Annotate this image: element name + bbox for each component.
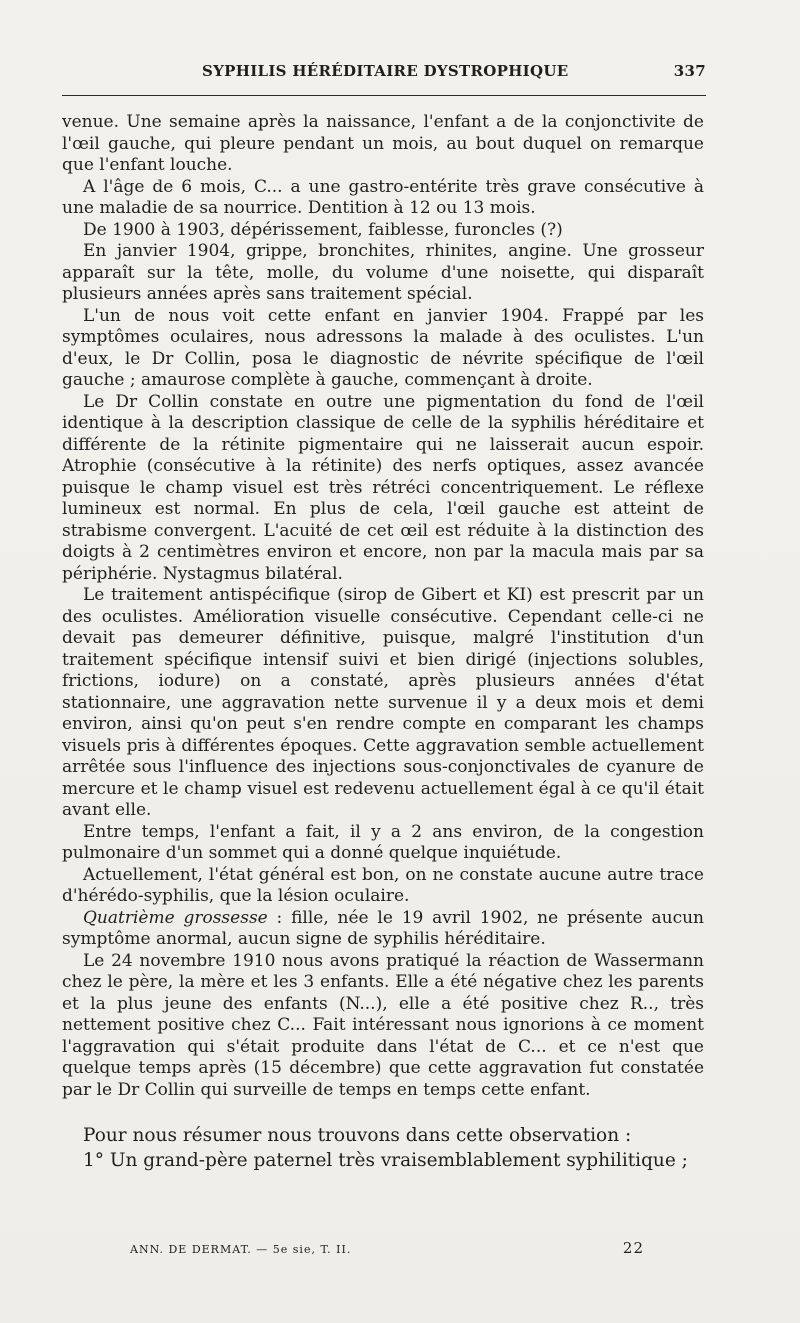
running-title: SYPHILIS HÉRÉDITAIRE DYSTROPHIQUE	[202, 62, 569, 80]
quatrieme-label: Quatrième grossesse	[83, 907, 268, 928]
summary-intro: Pour nous résumer nous trouvons dans cette observation :	[83, 1124, 632, 1146]
paragraph: Entre temps, l'enfant a fait, il y a 2 ans environ, de la congestion pulmonaire d'un sommet qui a donné quelque inquiétude.	[62, 821, 704, 863]
quatrieme-text: : fille, née le 19 avril 1902, ne présente aucun symptôme anormal, aucun signe de syphilis héréditaire.	[62, 907, 704, 949]
paragraph: L'un de nous voit cette enfant en janvier 1904. Frappé par les symptômes oculaires, nous adressons la malade à des oculistes. L'un d'eux, le Dr Collin, posa le diagnostic de névrite spécifique de l'œil gauche ; amaurose complète à gauche, commençant à droite.	[62, 305, 704, 390]
paragraph: Le traitement antispécifique (sirop de Gibert et KI) est prescrit par un des oculistes. Amélioration visuelle consécutive. Cependant celle-ci ne devait pas demeurer définitive, puisque, malgré l'institution d'un traitement spécifique intensif suivi et bien dirigé (injections solubles, frictions, iodure) on a constaté, après plusieurs années d'état stationnaire, une aggravation nette survenue il y a deux mois et demi environ, ainsi qu'on peut s'en rendre compte en comparant les champs visuels pris à différentes époques. Cette aggravation semble actuellement arrêtée sous l'influence des injections sous-conjonctivales de cyanure de mercure et le champ visuel est redevenu actuellement égal à ce qu'il était avant elle.	[62, 585, 704, 820]
page-number: 337	[673, 62, 706, 80]
body-text	[62, 112, 704, 1173]
paragraph: Le Dr Collin constate en outre une pigmentation du fond de l'œil identique à la description classique de celle de la syphilis héréditaire et différente de la rétinite pigmentaire qui ne laisserait aucun espoir. Atrophie (consécutive à la rétinite) des nerfs optiques, assez avancée puisque le champ visuel est très rétréci concentriquement. Le réflexe lumineux est normal. En plus de cela, l'œil gauche est atteint de strabisme convergent. L'acuité de cet œil est réduite à la distinction des doigts à 2 centimètres environ et encore, non par la macula mais par sa périphérie. Nystagmus bilatéral.	[62, 391, 704, 584]
paragraph: De 1900 à 1903, dépérissement, faiblesse, furoncles (?)	[83, 219, 563, 240]
paragraph: A l'âge de 6 mois, C... a une gastro-entérite très grave consécutive à une maladie de sa nourrice. Dentition à 12 ou 13 mois.	[62, 176, 704, 218]
page-footer	[62, 1239, 706, 1259]
paragraph: venue. Une semaine après la naissance, l'enfant a de la conjonctivite de l'œil gauche, qui pleure pendant un mois, au bout duquel on remarque que l'enfant louche.	[62, 112, 704, 175]
header-rule	[62, 95, 706, 96]
paragraph: En janvier 1904, grippe, bronchites, rhinites, angine. Une grosseur apparaît sur la tête, molle, du volume d'une noisette, qui disparaît plusieurs années après sans traitement spécial.	[62, 241, 704, 304]
paragraph: Actuellement, l'état général est bon, on ne constate aucune autre trace d'hérédo-syphilis, que la lésion oculaire.	[62, 864, 704, 906]
signature-mark: 22	[622, 1239, 644, 1257]
paragraph-quatrieme	[62, 908, 704, 951]
paragraph: Le 24 novembre 1910 nous avons pratiqué la réaction de Wassermann chez le père, la mère et les 3 enfants. Elle a été négative chez les parents et la plus jeune des enfants (N...), elle a été positive chez R.., très nettement positive chez C... Fait intéressant nous ignorions à ce moment l'aggravation qui s'était produite dans l'état de C... et ce n'est que quelque temps après (15 décembre) que cette aggravation fut constatée par le Dr Collin qui surveille de temps en temps cette enfant.	[62, 950, 704, 1100]
summary-item-1: 1° Un grand-père paternel très vraisemblablement syphilitique ;	[83, 1149, 688, 1171]
journal-reference: ANN. DE DERMAT. — 5e sie, T. II.	[130, 1243, 352, 1256]
page-header	[62, 62, 706, 84]
